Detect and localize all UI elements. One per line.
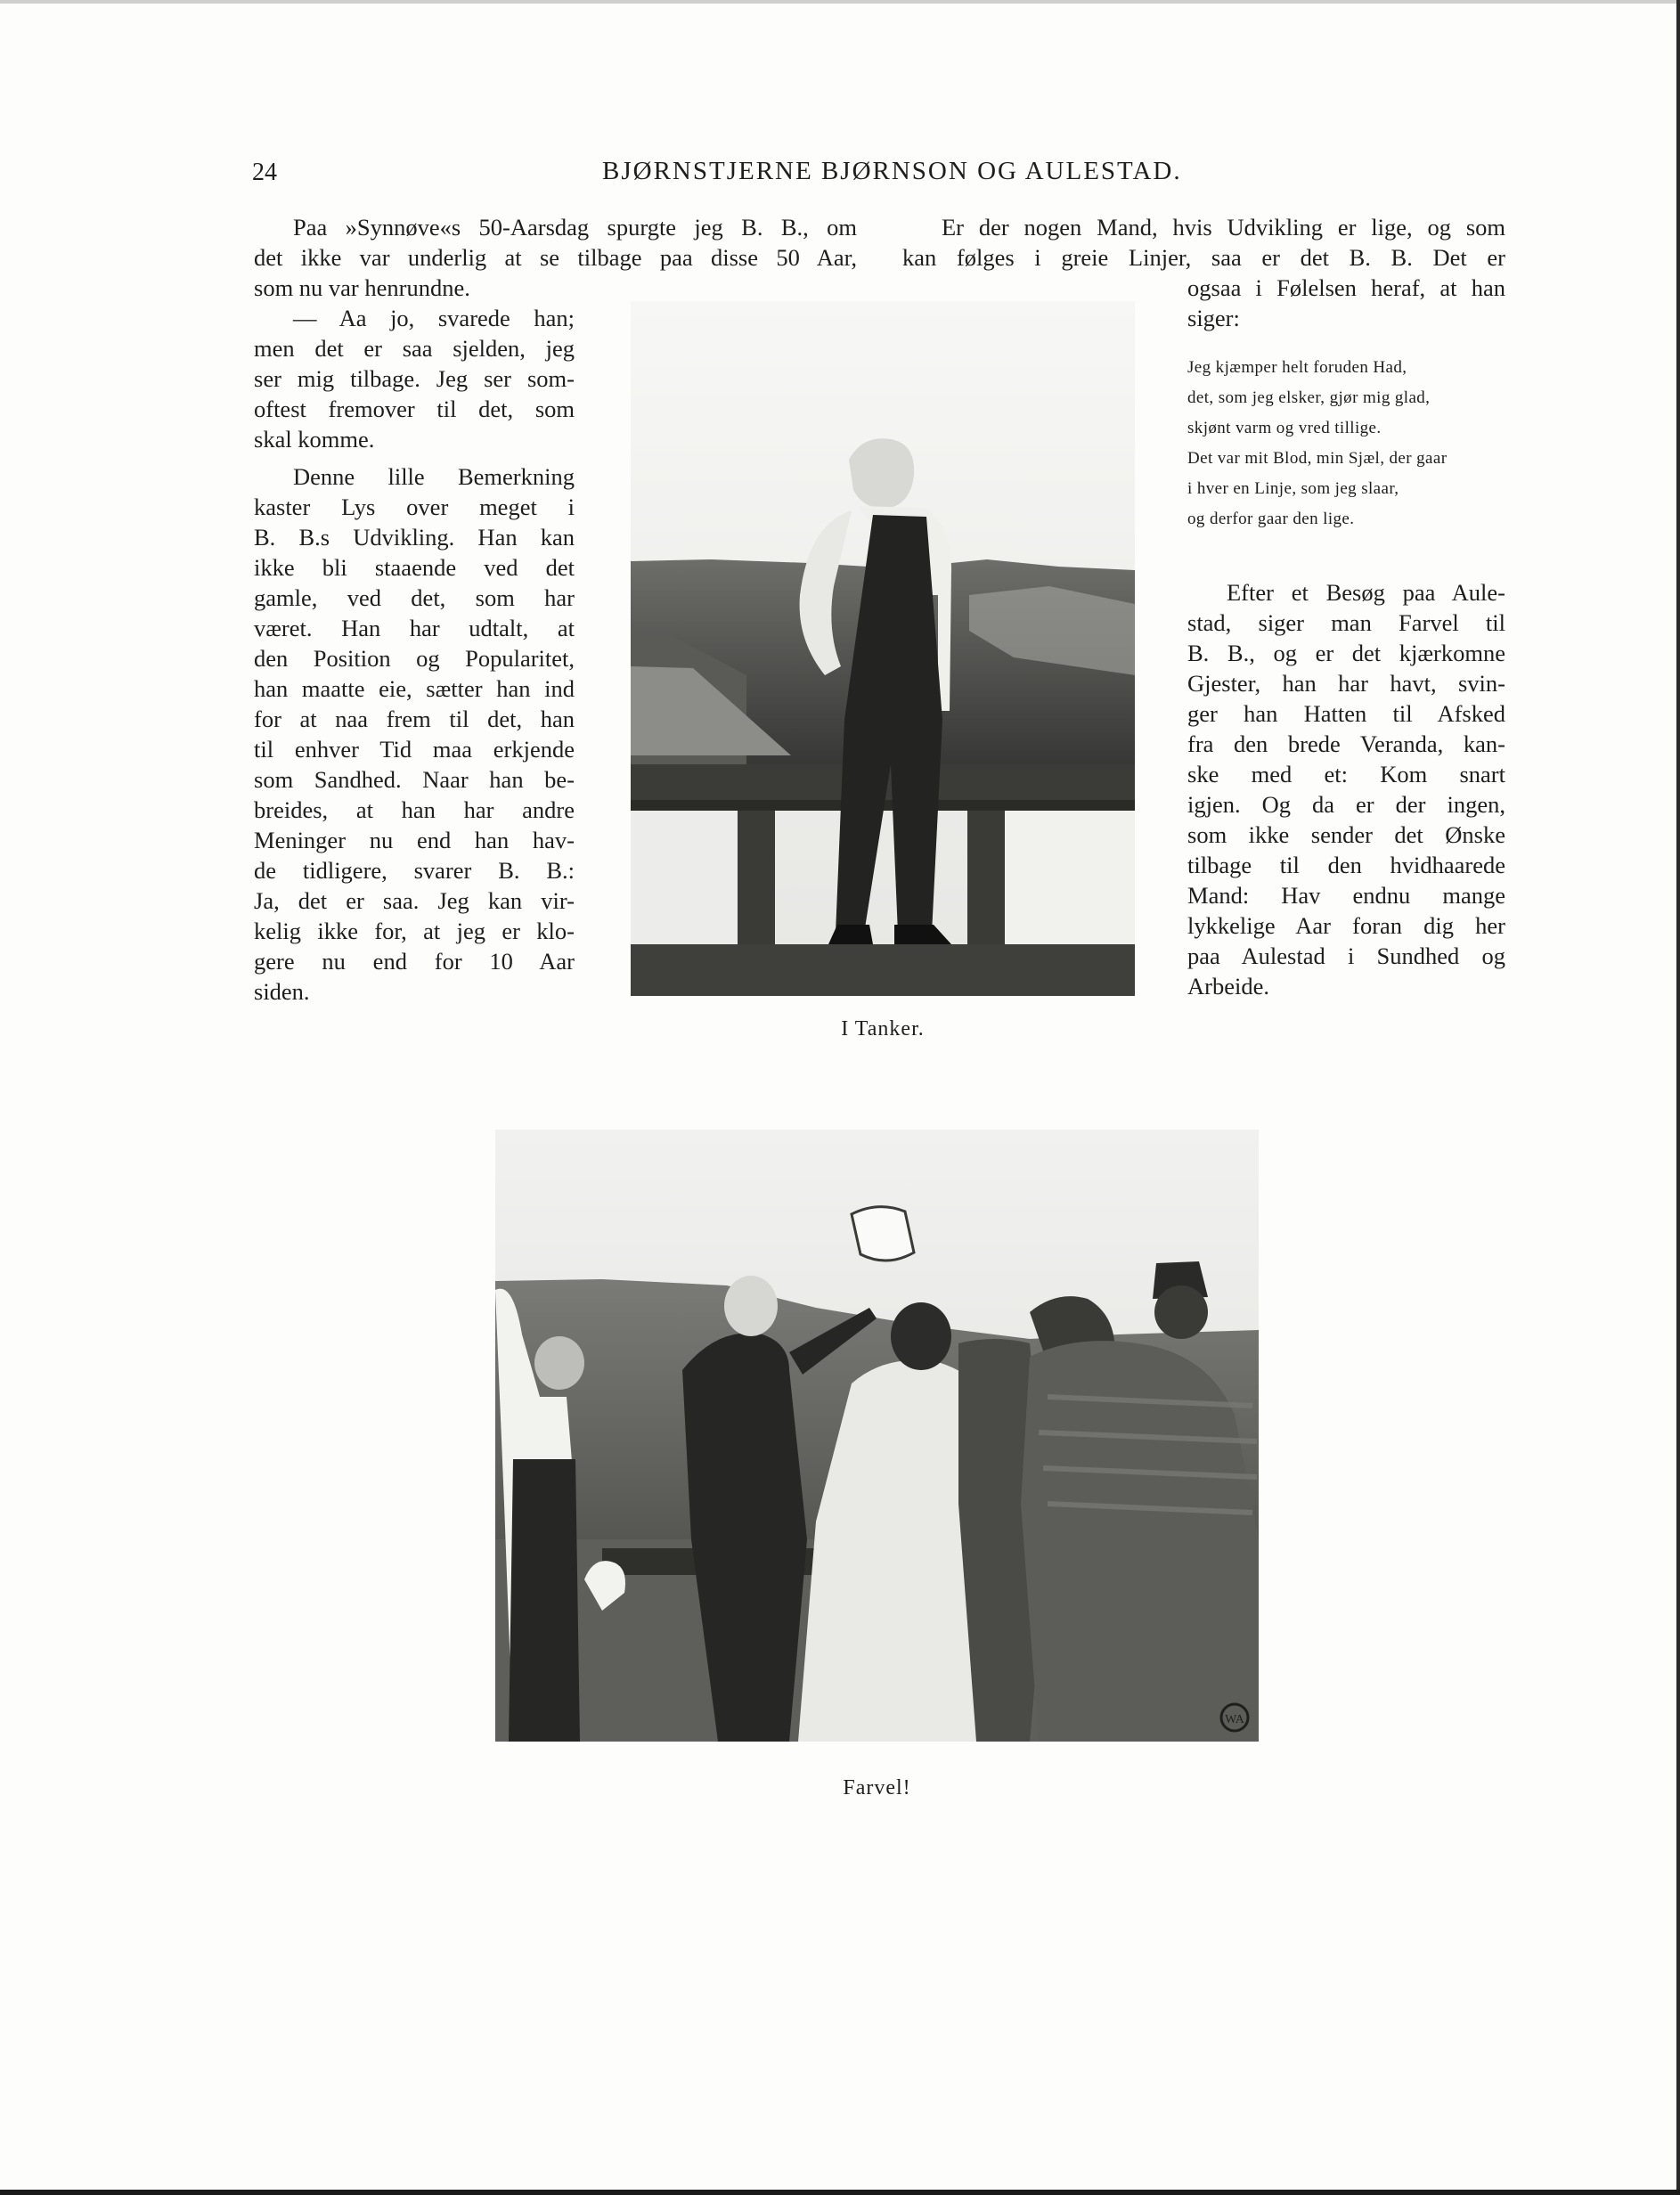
page-edge-right [1676, 0, 1680, 2195]
verse-line: Det var mit Blod, min Sjæl, der gaar [1187, 449, 1448, 468]
page-edge-bottom [0, 2190, 1680, 2195]
text-line: kaster Lys over meget i [254, 494, 575, 520]
right-column-narrow [1187, 273, 1505, 333]
text-line: siger: [1187, 305, 1240, 331]
text-line: som ikke sender det Ønske [1187, 821, 1505, 848]
page-edge-top [0, 0, 1680, 4]
text-line: igjen. Og da er der ingen, [1187, 791, 1505, 818]
text-line: skal komme. [254, 426, 375, 453]
text-line: Mand: Hav endnu mange [1187, 882, 1505, 909]
verse-line: i hver en Linje, som jeg slaar, [1187, 479, 1399, 498]
verse-line: skjønt varm og vred tillige. [1187, 419, 1382, 437]
text-line: Arbeide. [1187, 973, 1269, 1000]
text-line: Meninger nu end han hav- [254, 827, 575, 853]
text-line: som Sandhed. Naar han be- [254, 766, 575, 793]
text-line: Gjester, han har havt, svin- [1187, 670, 1505, 697]
text-line: B. B., og er det kjærkomne [1187, 640, 1505, 666]
verse-line: det, som jeg elsker, gjør mig glad, [1187, 388, 1431, 407]
right-column-farewell [1187, 577, 1505, 1001]
text-line: ser mig tilbage. Jeg ser som- [254, 365, 575, 392]
text-line: det ikke var underlig at se tilbage paa disse 50 Aar, [254, 244, 857, 271]
text-line: som nu var henrundne. [254, 274, 470, 301]
text-line: ogsaa i Følelsen heraf, at han [1187, 274, 1505, 301]
text-line: stad, siger man Farvel til [1187, 609, 1505, 636]
text-line: Efter et Besøg paa Aule- [1227, 579, 1505, 606]
text-line: oftest fremover til det, som [254, 396, 575, 422]
text-line: — Aa jo, svarede han; [293, 305, 575, 331]
text-line: til enhver Tid maa erkjende [254, 736, 575, 763]
text-line: kan følges i greie Linjer, saa er det B. B. Det er [902, 244, 1505, 271]
text-line: Ja, det er saa. Jeg kan vir- [254, 887, 575, 914]
text-line: ikke bli staaende ved det [254, 554, 575, 581]
text-line: fra den brede Veranda, kan- [1187, 730, 1505, 757]
text-line: Paa »Synnøve«s 50-Aarsdag spurgte jeg B. B., om [293, 214, 857, 241]
text-line: men det er saa sjelden, jeg [254, 335, 575, 362]
poem-quote [1187, 353, 1526, 534]
text-line: paa Aulestad i Sundhed og [1187, 942, 1505, 969]
text-line: gamle, ved det, som har [254, 584, 575, 611]
left-column-intro [254, 212, 857, 303]
text-line: B. B.s Udvikling. Han kan [254, 524, 575, 551]
portrait-caption: I Tanker. [841, 1017, 925, 1040]
text-line: den Position og Popularitet, [254, 645, 575, 672]
text-line: tilbage til den hvidhaarede [1187, 852, 1505, 878]
verse-line: og derfor gaar den lige. [1187, 510, 1355, 528]
verse-line: Jeg kjæmper helt foruden Had, [1187, 358, 1407, 377]
page-number: 24 [252, 159, 277, 186]
text-line: lykkelige Aar foran dig her [1187, 912, 1505, 939]
text-line: ger han Hatten til Afsked [1187, 700, 1505, 727]
text-line: for at naa frem til det, han [254, 706, 575, 732]
text-line: kelig ikke for, at jeg er klo- [254, 918, 575, 944]
right-column-intro [902, 212, 1505, 273]
text-line: siden. [254, 978, 310, 1005]
group-photo [495, 1130, 1259, 1742]
photographer-monogram: WA [1225, 1713, 1244, 1726]
text-line: Er der nogen Mand, hvis Udvikling er lige, og som [942, 214, 1505, 241]
portrait-photo [631, 301, 1135, 996]
text-line: ske med et: Kom snart [1187, 761, 1505, 787]
text-line: de tidligere, svarer B. B.: [254, 857, 575, 884]
text-line: været. Han har udtalt, at [254, 615, 575, 641]
running-title: BJØRNSTJERNE BJØRNSON OG AULESTAD. [602, 157, 1182, 185]
text-line: han maatte eie, sætter han ind [254, 675, 575, 702]
text-line: breides, at han har andre [254, 796, 575, 823]
group-caption: Farvel! [843, 1776, 911, 1799]
left-column-narrow [254, 303, 575, 1007]
text-line: gere nu end for 10 Aar [254, 948, 575, 975]
text-line: Denne lille Bemerkning [293, 463, 575, 490]
